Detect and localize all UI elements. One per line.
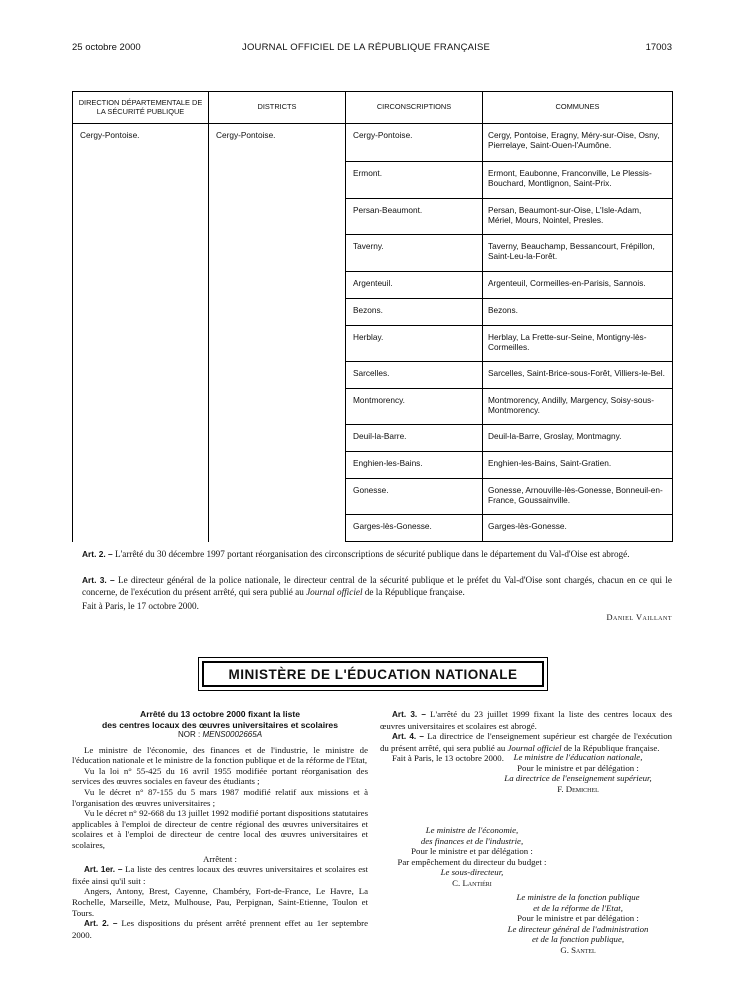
column-header: COMMUNES — [483, 92, 673, 124]
column-header: DIRECTION DÉPARTEMENTALE DE LA SÉCURITÉ PUBLIQUE — [73, 92, 209, 124]
article-text: de la République française. — [563, 742, 660, 753]
signature-name: G. Santel — [560, 944, 596, 955]
nor-code: MENS0002665A — [202, 730, 263, 739]
article-2-top — [82, 548, 672, 560]
article-text: Le directeur général de la police nationale, le directeur central de la sécurité publique et le préfet du Val-d'Oise sont chargés, chacun en ce qui le concerne, de l'exécution du présent arrêté, qui sera publié au — [82, 575, 672, 597]
communes-cell: Taverny, Beauchamp, Bessancourt, Frépillon, Saint-Leu-la-Forêt. — [483, 235, 673, 272]
preamble: Le ministre de l'économie, des finances et de l'industrie, le ministre de l'éducation nationale et le ministre de la fonction publique et de la réforme de l'Etat, — [72, 744, 368, 766]
article-label: Art. 4. – — [392, 732, 424, 742]
fait-a-paris: Fait à Paris, le 13 octobre 2000. — [392, 753, 504, 764]
article-label: Art. 3. – — [392, 710, 426, 719]
article-text: Les dispositions du présent arrêté prennent effet au 1er septembre 2000. — [72, 918, 368, 940]
article-text: La liste des centres locaux des œuvres universitaires et scolaires est fixée ainsi qu'il suit : — [72, 864, 368, 886]
arretent: Arrêtent : — [203, 853, 237, 864]
decree-title: Arrêté du 13 octobre 2000 fixant la liste — [140, 709, 300, 719]
signature-role: Le ministre de l'économie, — [425, 825, 519, 835]
signature-block-economie — [372, 825, 572, 889]
communes-cell: Enghien-les-Bains, Saint-Gratien. — [483, 452, 673, 479]
communes-cell: Sarcelles, Saint-Brice-sous-Forêt, Villiers-le-Bel. — [483, 362, 673, 389]
article-text: de la République française. — [364, 587, 465, 597]
article-label: Art. 2. – — [82, 549, 113, 559]
article-label: Art. 2. – — [84, 919, 118, 929]
communes-cell: Deuil-la-Barre, Groslay, Montmagny. — [483, 425, 673, 452]
fait-a-paris-top: Fait à Paris, le 17 octobre 2000. — [82, 601, 199, 611]
column-header: DISTRICTS — [209, 92, 346, 124]
circonscription-cell: Sarcelles. — [346, 362, 483, 389]
header-date: 25 octobre 2000 — [72, 42, 141, 53]
circonscription-cell: Enghien-les-Bains. — [346, 452, 483, 479]
ministry-banner — [198, 657, 548, 691]
signature-title: Le sous-directeur, — [440, 867, 504, 878]
signature-empechement: Par empêchement du directeur du budget : — [397, 856, 547, 867]
signature-role: des finances et de l'industrie, — [420, 835, 524, 846]
article-3-top — [82, 574, 672, 598]
communes-cell: Persan, Beaumont-sur-Oise, L'Isle-Adam, Mériel, Mours, Nointel, Presles. — [483, 199, 673, 235]
signature-role: Le ministre de l'éducation nationale, — [513, 752, 643, 762]
circonscriptions-table — [72, 91, 673, 542]
district-cell: Cergy-Pontoise. — [209, 124, 346, 542]
visa: Vu la loi n° 55-425 du 16 avril 1955 modifiée portant réorganisation des services des œuvres sociales en faveur des étudiants ; — [72, 765, 368, 787]
nor-reference — [72, 730, 368, 741]
communes-cell: Argenteuil, Cormeilles-en-Parisis, Sannois. — [483, 272, 673, 299]
signature-delegation: Pour le ministre et par délégation : — [411, 846, 533, 857]
page-header — [72, 42, 672, 56]
journal-officiel-ref: Journal officiel — [306, 587, 363, 597]
table-row — [73, 124, 673, 162]
communes-cell: Montmorency, Andilly, Margency, Soisy-sous-Montmorency. — [483, 389, 673, 425]
journal-officiel-ref: Journal officiel — [507, 742, 562, 753]
signature-delegation: Pour le ministre et par délégation : — [517, 762, 639, 773]
circonscription-cell: Deuil-la-Barre. — [346, 425, 483, 452]
communes-cell: Garges-lès-Gonesse. — [483, 515, 673, 542]
article-2 — [72, 918, 368, 940]
signature-delegation: Pour le ministre et par délégation : — [517, 913, 639, 924]
article-text: La directrice de l'enseignement supérieur est chargée de l'exécution du présent arrêté, qui sera publié au — [380, 731, 672, 753]
article-label: Art. 3. – — [82, 575, 115, 585]
signature-block-fonction-publique — [478, 892, 678, 956]
communes-cell: Bezons. — [483, 299, 673, 326]
signature-name: F. Demichel — [557, 783, 599, 794]
article-text: L'arrêté du 23 juillet 1999 fixant la liste des centres locaux des œuvres universitaires et scolaires est abrogé. — [380, 709, 672, 731]
journal-title: JOURNAL OFFICIEL DE LA RÉPUBLIQUE FRANÇAISE — [242, 42, 491, 53]
ministry-banner-title: MINISTÈRE DE L'ÉDUCATION NATIONALE — [202, 661, 544, 687]
page-number: 17003 — [645, 42, 672, 53]
signature-role: et de la réforme de l'Etat, — [533, 902, 623, 913]
communes-cell: Cergy, Pontoise, Eragny, Méry-sur-Oise, Osny, Pierrelaye, Saint-Ouen-l'Aumône. — [483, 124, 673, 162]
direction-cell: Cergy-Pontoise. — [73, 124, 209, 542]
signature-block-education — [478, 752, 678, 794]
signature-minister: Daniel Vaillant — [606, 613, 672, 622]
signature-title: Le directeur général de l'administration — [507, 923, 649, 934]
column-header: CIRCONSCRIPTIONS — [346, 92, 483, 124]
circonscription-cell: Garges-lès-Gonesse. — [346, 515, 483, 542]
communes-cell: Ermont, Eaubonne, Franconville, Le Plessis-Bouchard, Montlignon, Saint-Prix. — [483, 162, 673, 199]
circonscription-cell: Bezons. — [346, 299, 483, 326]
signature-title: et de la fonction publique, — [531, 934, 625, 945]
left-column — [72, 709, 368, 940]
communes-cell: Herblay, La Frette-sur-Seine, Montigny-lès-Cormeilles. — [483, 326, 673, 362]
table-header-row — [73, 92, 673, 124]
signature-name: C. Lantiéri — [452, 877, 492, 888]
circonscription-cell: Herblay. — [346, 326, 483, 362]
decree-title: des centres locaux des œuvres universitaires et scolaires — [102, 719, 338, 730]
article-4 — [380, 731, 672, 753]
article-label: Art. 1er. – — [84, 865, 123, 875]
visa: Vu le décret n° 87-155 du 5 mars 1987 modifié relatif aux missions et à l'organisation des œuvres universitaires ; — [72, 786, 368, 808]
signature-title: La directrice de l'enseignement supérieur, — [504, 773, 652, 784]
circonscription-cell: Argenteuil. — [346, 272, 483, 299]
communes-cell: Gonesse, Arnouville-lès-Gonesse, Bonneuil-en-France, Goussainville. — [483, 479, 673, 515]
article-3 — [380, 709, 672, 731]
circonscription-cell: Ermont. — [346, 162, 483, 199]
nor-label: NOR : — [177, 730, 201, 739]
circonscription-cell: Gonesse. — [346, 479, 483, 515]
visa: Vu le décret n° 92-668 du 13 juillet 1992 modifié portant dispositions statutaires applicables à l'emploi de directeur de centre régional des œuvres universitaires et scolaires et à l'emploi de directeur de centre local des œuvres universitaires et scolaires, — [72, 808, 368, 850]
circonscription-cell: Montmorency. — [346, 389, 483, 425]
city-list: Angers, Antony, Brest, Cayenne, Chambéry, Fort-de-France, Le Havre, La Rochelle, Marseille, Metz, Mulhouse, Pau, Perpignan, Saint-Etienne, Toulon et Tours. — [72, 886, 368, 918]
article-text: L'arrêté du 30 décembre 1997 portant réorganisation des circonscriptions de sécurité publique dans le département du Val-d'Oise est abrogé. — [115, 549, 630, 559]
circonscription-cell: Cergy-Pontoise. — [346, 124, 483, 162]
article-1 — [72, 864, 368, 886]
circonscription-cell: Persan-Beaumont. — [346, 199, 483, 235]
signature-role: Le ministre de la fonction publique — [516, 892, 640, 902]
circonscription-cell: Taverny. — [346, 235, 483, 272]
